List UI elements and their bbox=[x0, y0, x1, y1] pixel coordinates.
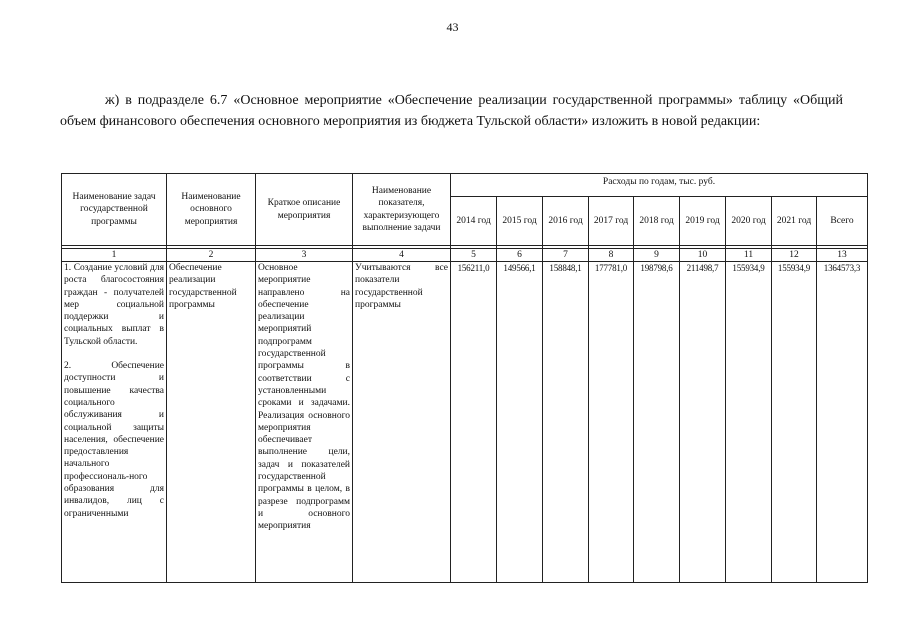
column-number: 13 bbox=[817, 249, 868, 262]
header-year-2021: 2021 год bbox=[772, 197, 817, 246]
column-number: 6 bbox=[497, 249, 543, 262]
header-tasks: Наименование задач государственной программы bbox=[62, 174, 167, 246]
header-year-2019: 2019 год bbox=[680, 197, 726, 246]
column-number: 1 bbox=[62, 249, 167, 262]
intro-paragraph: ж) в подразделе 6.7 «Основное мероприятие «Обеспечение реализации государственной программы» таблицу «Общий объем финансового обеспечения основного мероприятия из бюджета Тульской области» изложить в новой редакции: bbox=[60, 93, 843, 129]
amount-total: 1364573,3 bbox=[817, 262, 868, 583]
tasks-cell bbox=[62, 262, 167, 583]
column-number: 2 bbox=[167, 249, 256, 262]
column-number: 4 bbox=[353, 249, 451, 262]
column-number: 8 bbox=[589, 249, 634, 262]
amount-2021: 155934,9 bbox=[772, 262, 817, 583]
task-2-text: 2. Обеспечение доступности и повышение качества социального обслуживания и социальной защиты населения, обеспечение предоставления начального профессиональ-ного образования для инвалидов, лиц с ограниченными bbox=[64, 361, 164, 519]
financing-table bbox=[61, 173, 868, 583]
column-number: 7 bbox=[543, 249, 589, 262]
header-description: Краткое описание мероприятия bbox=[256, 174, 353, 246]
page-number: 43 bbox=[446, 20, 459, 34]
indicator-cell: Учитываются все показатели государственной программы bbox=[353, 262, 451, 583]
amount-2019: 211498,7 bbox=[680, 262, 726, 583]
amount-2015: 149566,1 bbox=[497, 262, 543, 583]
amount-2017: 177781,0 bbox=[589, 262, 634, 583]
header-expenses: Расходы по годам, тыс. руб. bbox=[451, 174, 868, 197]
description-cell: Основное мероприятие направлено на обеспечение реализации мероприятий подпрограмм государственной программы в соответствии с установленными сроками и задачами. Реализация основного мероприятия обеспечивает выполнение цели, задач и показателей государственной программы в целом, в разрезе подпрограмм и основного мероприятия bbox=[256, 262, 353, 583]
amount-2018: 198798,6 bbox=[634, 262, 680, 583]
amount-2014: 156211,0 bbox=[451, 262, 497, 583]
header-year-2014: 2014 год bbox=[451, 197, 497, 246]
column-number: 5 bbox=[451, 249, 497, 262]
header-year-2018: 2018 год bbox=[634, 197, 680, 246]
header-year-2016: 2016 год bbox=[543, 197, 589, 246]
column-number: 12 bbox=[772, 249, 817, 262]
task-1-text: 1. Создание условий для роста благосостояния граждан - получателей мер социальной поддержки и социальных выплат в Тульской области. bbox=[64, 263, 164, 347]
amount-2016: 158848,1 bbox=[543, 262, 589, 583]
column-number: 3 bbox=[256, 249, 353, 262]
amount-2020: 155934,9 bbox=[726, 262, 772, 583]
header-year-2017: 2017 год bbox=[589, 197, 634, 246]
column-number: 10 bbox=[680, 249, 726, 262]
header-year-2015: 2015 год bbox=[497, 197, 543, 246]
header-total: Всего bbox=[817, 197, 868, 246]
header-year-2020: 2020 год bbox=[726, 197, 772, 246]
column-number: 9 bbox=[634, 249, 680, 262]
header-activity: Наименование основного мероприятия bbox=[167, 174, 256, 246]
activity-cell: Обеспечение реализации государственной программы bbox=[167, 262, 256, 583]
header-indicator: Наименование показателя, характеризующего выполнение задачи bbox=[353, 174, 451, 246]
column-number: 11 bbox=[726, 249, 772, 262]
